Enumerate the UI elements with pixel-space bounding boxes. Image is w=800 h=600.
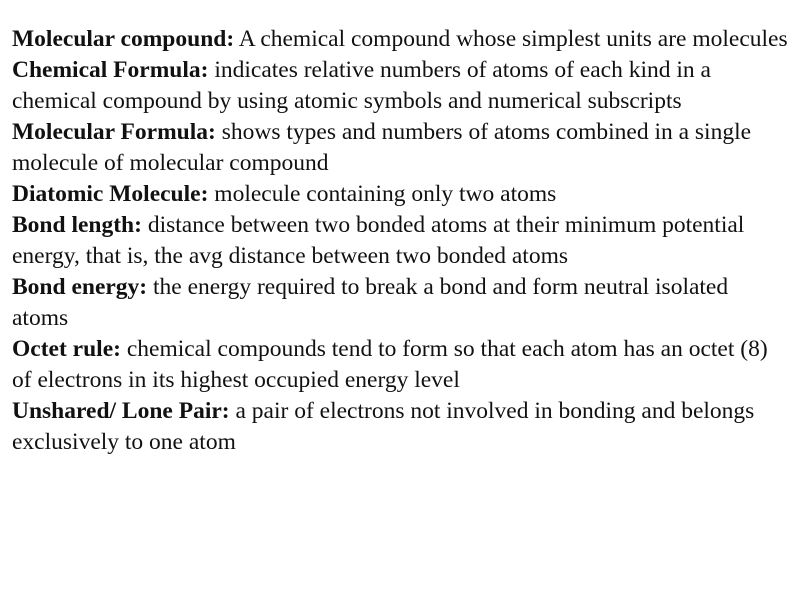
definition-text: molecule containing only two atoms	[214, 181, 557, 207]
definition-lone-pair	[12, 396, 788, 458]
term-label: Unshared/ Lone Pair:	[12, 398, 230, 424]
definition-text: A chemical compound whose simplest units are molecules	[238, 26, 788, 52]
term-label: Octet rule:	[12, 336, 121, 362]
definition-text: the energy required to break a bond and form neutral isolated atoms	[12, 274, 729, 331]
definition-text: chemical compounds tend to form so that each atom has an octet (8) of electrons in its highest occupied energy level	[12, 336, 768, 393]
definition-molecular-formula	[12, 117, 788, 179]
definition-text: a pair of electrons not involved in bonding and belongs exclusively to one atom	[12, 398, 755, 455]
definition-molecular-compound	[12, 24, 788, 55]
term-label: Chemical Formula:	[12, 57, 209, 83]
definition-chemical-formula	[12, 55, 788, 117]
term-label: Molecular Formula:	[12, 119, 216, 145]
definition-bond-energy	[12, 272, 788, 334]
term-label: Diatomic Molecule:	[12, 181, 209, 207]
term-label: Molecular compound:	[12, 26, 235, 52]
definition-text: distance between two bonded atoms at their minimum potential energy, that is, the avg distance between two bonded atoms	[12, 212, 745, 269]
definition-bond-length	[12, 210, 788, 272]
definitions-list	[12, 24, 788, 458]
definition-text: shows types and numbers of atoms combined in a single molecule of molecular compound	[12, 119, 752, 176]
term-label: Bond energy:	[12, 274, 148, 300]
term-label: Bond length:	[12, 212, 142, 238]
definition-octet-rule	[12, 334, 788, 396]
definition-diatomic-molecule	[12, 179, 788, 210]
definition-text: indicates relative numbers of atoms of each kind in a chemical compound by using atomic symbols and numerical subscripts	[12, 57, 711, 114]
